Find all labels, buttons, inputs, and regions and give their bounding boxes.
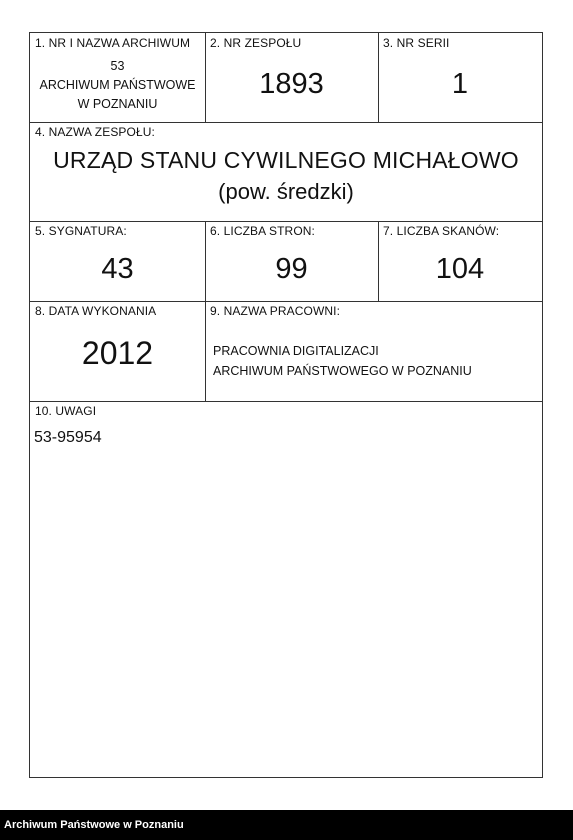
archive-cell [30, 33, 205, 122]
workshop-cell [205, 301, 542, 401]
scans-cell [378, 221, 542, 301]
workshop-line2: ARCHIWUM PAŃSTWOWEGO W POZNANIU [213, 364, 472, 378]
scans-value: 104 [435, 253, 485, 285]
scans-label: 7. LICZBA SKANÓW: [383, 224, 500, 238]
date-cell [30, 301, 205, 401]
metadata-card [29, 32, 543, 778]
signature-value: 43 [101, 253, 134, 285]
fonds-name-line2: (pow. średzki) [218, 179, 354, 204]
signature-cell [30, 221, 205, 301]
fonds-number-label: 2. NR ZESPOŁU [210, 36, 302, 50]
date-value: 2012 [81, 335, 154, 371]
date-label: 8. DATA WYKONANIA [35, 304, 157, 318]
pages-label: 6. LICZBA STRON: [210, 224, 315, 238]
fonds-number-cell [205, 33, 378, 122]
fonds-name-label: 4. NAZWA ZESPOŁU: [35, 125, 155, 139]
series-cell [378, 33, 542, 122]
series-label: 3. NR SERII [383, 36, 450, 50]
workshop-label: 9. NAZWA PRACOWNI: [210, 304, 341, 318]
notes-cell [30, 401, 542, 777]
fonds-name-line1: URZĄD STANU CYWILNEGO MICHAŁOWO [53, 147, 519, 173]
archive-number: 53 [110, 59, 125, 73]
footer-bar [0, 810, 573, 840]
archive-label: 1. NR I NAZWA ARCHIWUM [35, 36, 191, 50]
archive-name-line2: W POZNANIU [77, 97, 158, 111]
pages-cell [205, 221, 378, 301]
signature-label: 5. SYGNATURA: [35, 224, 127, 238]
pages-value: 99 [275, 253, 308, 285]
notes-label: 10. UWAGI [35, 404, 97, 418]
fonds-number: 1893 [259, 68, 324, 100]
series-number: 1 [451, 68, 469, 100]
notes-value: 53-95954 [34, 429, 102, 446]
archive-name-line1: ARCHIWUM PAŃSTWOWE [39, 78, 196, 92]
footer-text: Archiwum Państwowe w Poznaniu [4, 819, 184, 831]
workshop-line1: PRACOWNIA DIGITALIZACJI [213, 344, 379, 358]
